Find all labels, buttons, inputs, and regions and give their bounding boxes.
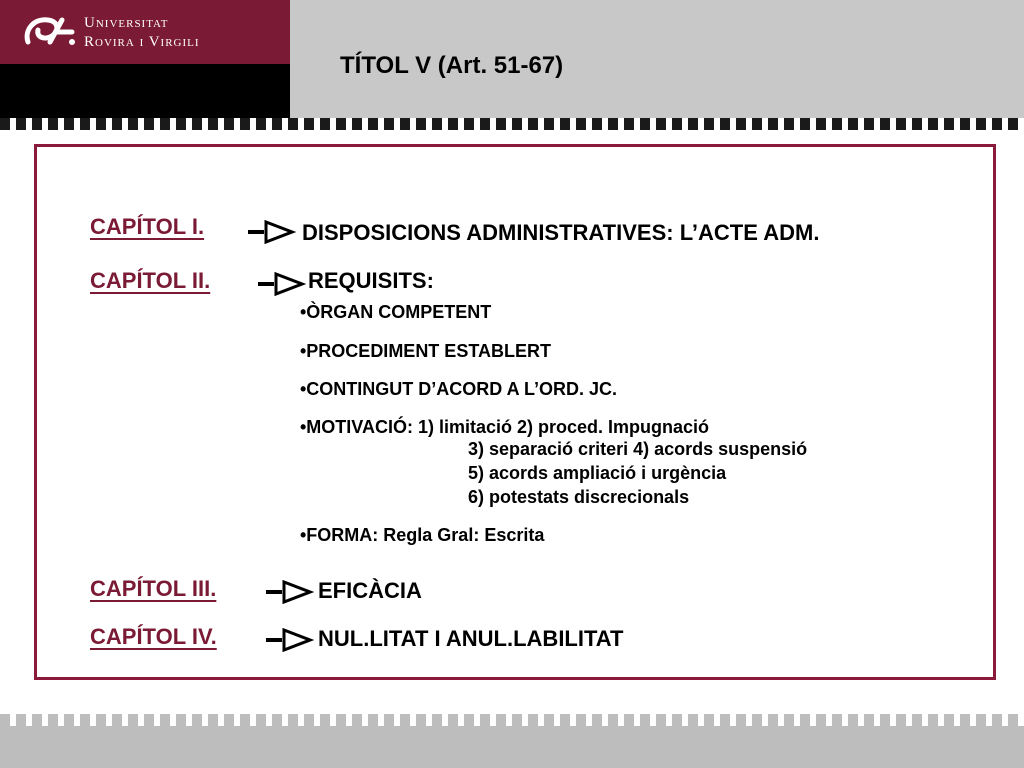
arrow-right-icon [264,580,314,604]
arrow-right-icon [256,272,306,296]
chapter-label-2: CAPÍTOL II. [90,268,211,293]
chapter-label-1: CAPÍTOL I. [90,214,205,239]
chapter-text-3: EFICÀCIA [318,578,422,603]
slide-title: TÍTOL V (Art. 51-67) [340,52,564,79]
university-logo-block [0,0,290,64]
header-black-block [0,64,290,118]
university-name [84,14,200,52]
requisit-item: •CONTINGUT D’ACORD A L’ORD. JC. [300,379,617,399]
arrow-right-icon [246,220,296,244]
requisit-item: •MOTIVACIÓ: 1) limitació 2) proced. Impugnació [300,417,710,437]
chapter-text-2: REQUISITS: [308,268,434,293]
chapter-label-3: CAPÍTOL III. [90,576,217,601]
dashed-strip-bottom [0,714,1024,726]
requisit-item: •ÒRGAN COMPETENT [300,302,492,322]
motivacio-line: 6) potestats discrecionals [468,487,690,507]
arrow-right-icon [264,628,314,652]
university-name-line2: Rovira i Virgili [84,34,200,50]
requisit-item: •PROCEDIMENT ESTABLERT [300,341,551,361]
dashed-strip-top [0,118,1024,130]
chapter-text-4: NUL.LITAT I ANUL.LABILITAT [318,626,624,651]
chapter-text-1: DISPOSICIONS ADMINISTRATIVES: L’ACTE ADM. [302,220,820,245]
footer-band [0,726,1024,768]
motivacio-line: 5) acords ampliació i urgència [468,463,727,483]
university-name-line1: Universitat [84,15,169,31]
university-logo-icon [22,12,78,52]
requisit-item: •FORMA: Regla Gral: Escrita [300,525,545,545]
motivacio-line: 3) separació criteri 4) acords suspensió [468,439,808,459]
chapter-label-4: CAPÍTOL IV. [90,624,217,649]
